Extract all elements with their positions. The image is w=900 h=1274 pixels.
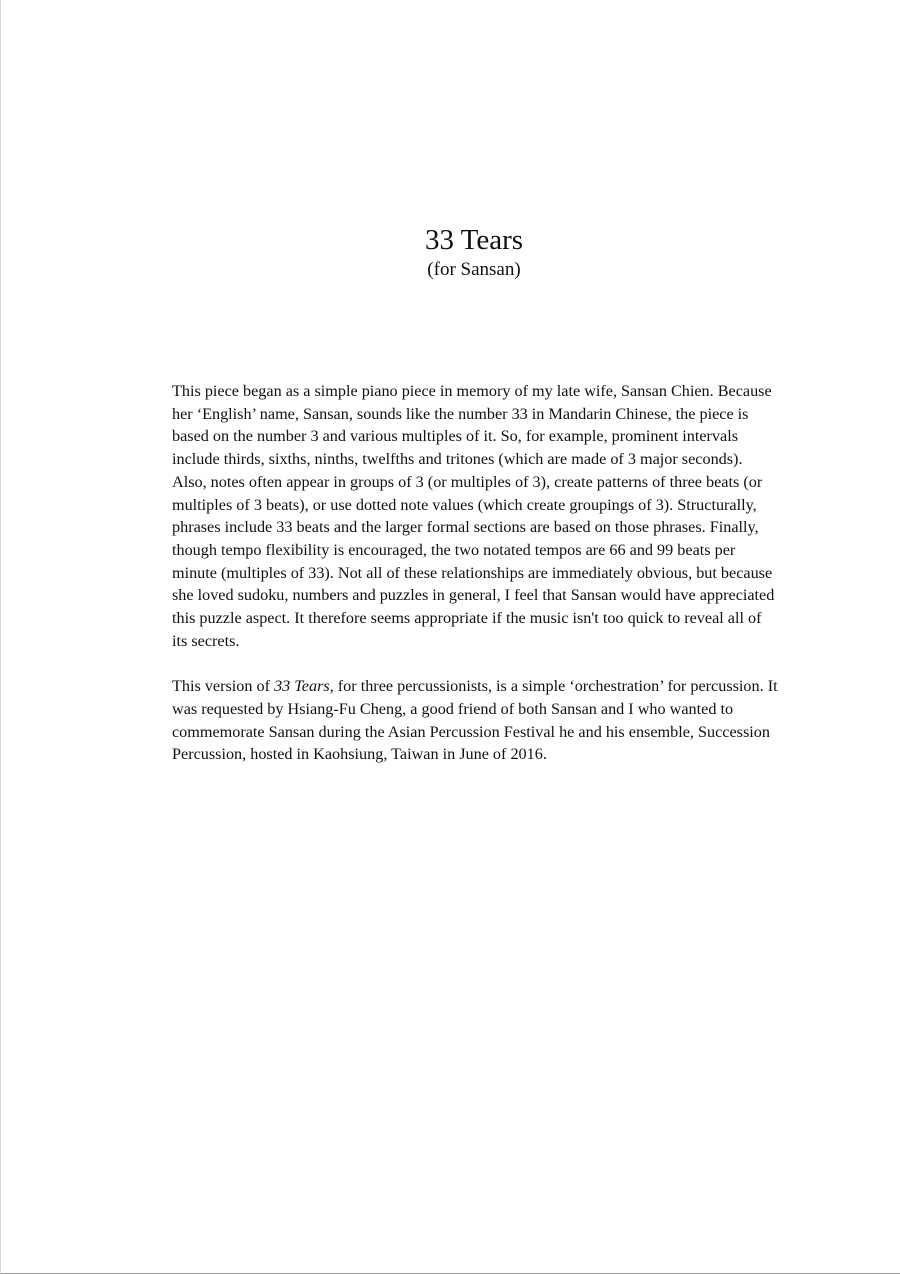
page-title: 33 Tears (424, 224, 524, 256)
work-title: 33 Tears (274, 677, 330, 696)
title-block (1, 222, 900, 282)
paragraph-1: This piece began as a simple piano piece in memory of my late wife, Sansan Chien. Because her ‘English’ name, Sansan, sounds like the number 33 in Mandarin Chinese, the piece is based on the number 3 and various multiples of it. So, for example, prominent intervals include thirds, sixths, ninths, twelfths and tritones (which are made of 3 major seconds). Also, notes often appear in groups of 3 (or multiples of 3), create patterns of three beats (or multiples of 3 beats), or use dotted note values (which create groupings of 3). Structurally, phrases include 33 beats and the larger formal sections are based on those phrases. Finally, though tempo flexibility is encouraged, the two notated tempos are 66 and 99 beats per minute (multiples of 33). Not all of these relationships are immediately obvious, but because she loved sudoku, numbers and puzzles in general, I feel that Sansan would have appreciated this puzzle aspect. It therefore seems appropriate if the music isn't too quick to reveal all of its secrets. (172, 382, 775, 650)
paragraph-2-intro: This version of (172, 677, 275, 696)
paragraph-2-body: , for three percussionists, is a simple ‘orchestration’ for percussion. It was requested by Hsiang-Fu Cheng, a good friend of both Sansan and I who wanted to commemorate Sansan during the Asian Percussion Festival he and his ensemble, Succession Percussion, hosted in Kaohsiung, Taiwan in June of 2016. (172, 677, 778, 764)
program-note (172, 380, 780, 789)
paragraph-2 (172, 675, 780, 766)
page-subtitle: (for Sansan) (427, 259, 521, 280)
